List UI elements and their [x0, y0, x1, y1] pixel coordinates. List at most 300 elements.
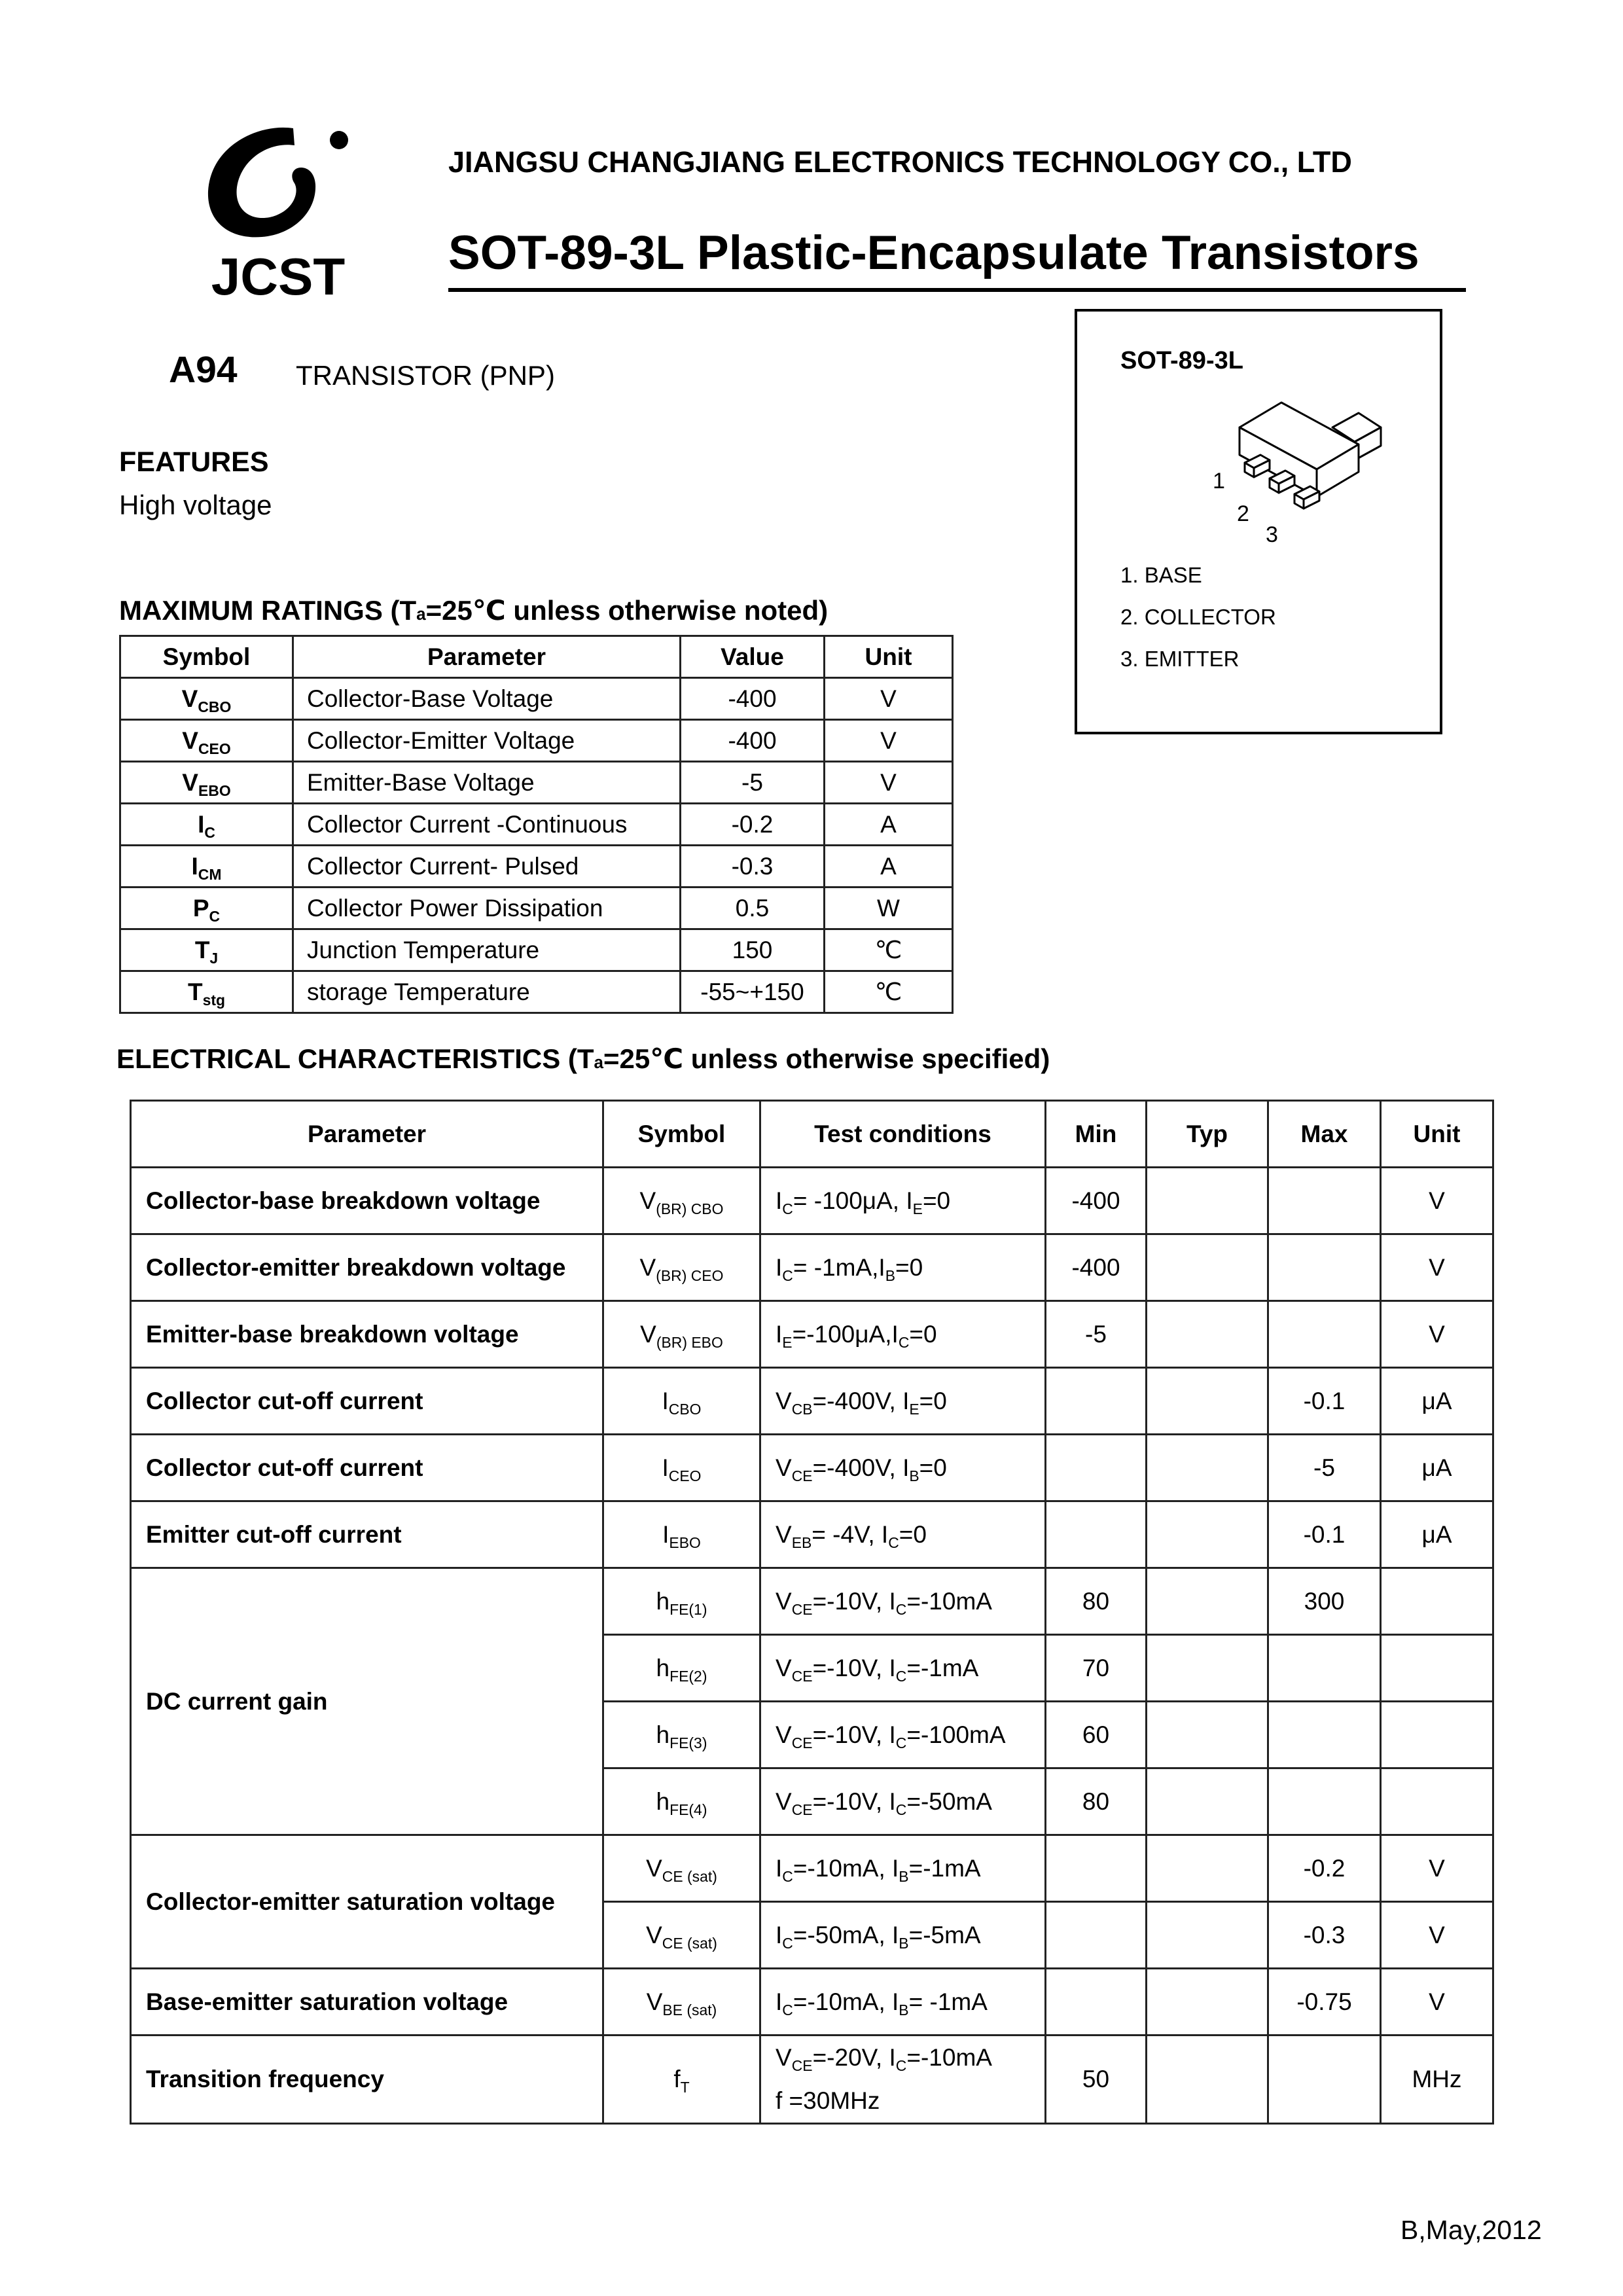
symbol-cell [603, 1234, 760, 1301]
unit-cell [1381, 1568, 1493, 1635]
revision-date: B,May,2012 [1400, 2215, 1542, 2245]
parameter-cell: Junction Temperature [293, 929, 681, 971]
condition-text: =-10mA [906, 2044, 992, 2071]
symbol-text: h [656, 1654, 670, 1681]
table-row [131, 1368, 1493, 1435]
table-row [131, 1835, 1493, 1902]
min-cell [1046, 1835, 1147, 1902]
condition-text: V [776, 1787, 792, 1815]
condition-subscript: E [909, 1400, 919, 1418]
max-cell [1268, 1635, 1381, 1702]
condition-subscript: C [782, 1266, 793, 1284]
condition-text: =-10mA [906, 1587, 992, 1615]
symbol-text: I [191, 852, 198, 880]
symbol-subscript: CEO [668, 1467, 702, 1484]
max-cell: -0.2 [1268, 1835, 1381, 1902]
unit-cell: ℃ [825, 929, 953, 971]
symbol-subscript: CM [198, 865, 222, 883]
symbol-subscript: C [204, 823, 215, 841]
test-condition-cell [760, 1301, 1046, 1368]
condition-text: I [776, 1253, 783, 1281]
unit-cell: V [1381, 1234, 1493, 1301]
features-item: High voltage [119, 490, 272, 520]
condition-subscript: CB [791, 1400, 813, 1418]
unit-cell: V [825, 720, 953, 762]
symbol-text: I [198, 810, 205, 838]
condition-text: I [776, 1320, 783, 1348]
symbol-text: h [656, 1721, 670, 1748]
table-row [131, 1568, 1493, 1635]
condition-text: =-10V, I [812, 1587, 896, 1615]
test-condition-cell [760, 1501, 1046, 1568]
condition-text: V [776, 1654, 792, 1681]
electrical-heading-post: =25℃ unless otherwise specified) [603, 1043, 1050, 1074]
pin-1-number: 1 [1213, 469, 1225, 493]
symbol-cell [603, 1835, 760, 1902]
symbol-text: T [194, 936, 210, 963]
condition-text: = -1mA [908, 1988, 988, 2015]
min-cell: -400 [1046, 1168, 1147, 1234]
condition-line-2: f =30MHz [776, 2087, 880, 2114]
condition-subscript: CE [791, 1600, 813, 1618]
symbol-text: V [639, 1187, 656, 1214]
condition-line [776, 1580, 1044, 1623]
typ-cell [1147, 1234, 1268, 1301]
min-cell [1046, 1368, 1147, 1435]
condition-text: =0 [899, 1520, 927, 1548]
condition-line [776, 1446, 1044, 1490]
symbol-cell [120, 678, 293, 720]
condition-subscript: CE [791, 1734, 813, 1751]
symbol-cell [603, 1501, 760, 1568]
unit-cell: V [1381, 1969, 1493, 2036]
condition-text: I [776, 1854, 783, 1882]
symbol-cell [120, 929, 293, 971]
unit-cell: V [825, 762, 953, 804]
table-row [120, 720, 953, 762]
condition-line [776, 1513, 1044, 1556]
min-cell [1046, 1902, 1147, 1969]
min-cell [1046, 1501, 1147, 1568]
symbol-text: I [662, 1387, 669, 1414]
condition-subscript: CE [791, 1667, 813, 1685]
max-ratings-heading-pre: MAXIMUM RATINGS (T [119, 595, 417, 626]
max-cell: -0.1 [1268, 1368, 1381, 1435]
test-condition-cell [760, 1168, 1046, 1234]
condition-text: =-1mA [908, 1854, 981, 1882]
min-cell: 70 [1046, 1635, 1147, 1702]
typ-cell [1147, 1902, 1268, 1969]
table-row [120, 804, 953, 846]
unit-cell: V [1381, 1902, 1493, 1969]
jcst-logo [196, 119, 360, 302]
electrical-heading-sub: a [594, 1052, 604, 1072]
unit-cell: V [825, 678, 953, 720]
symbol-cell [120, 888, 293, 929]
symbol-subscript: (BR) CEO [656, 1266, 724, 1284]
value-cell: 0.5 [681, 888, 825, 929]
symbol-text: V [182, 768, 198, 796]
unit-cell: V [1381, 1168, 1493, 1234]
max-cell: -0.3 [1268, 1902, 1381, 1969]
test-condition-cell [760, 1234, 1046, 1301]
condition-subscript: B [885, 1266, 896, 1284]
condition-text: =-100μA,I [792, 1320, 899, 1348]
symbol-cell [120, 846, 293, 888]
condition-line [776, 1981, 1044, 2024]
max-cell: -0.75 [1268, 1969, 1381, 2036]
table-row [120, 971, 953, 1013]
elec-header-max: Max [1268, 1101, 1381, 1168]
condition-text: = -1mA,I [793, 1253, 885, 1281]
typ-cell [1147, 1368, 1268, 1435]
symbol-text: I [662, 1520, 669, 1548]
test-condition-cell [760, 1969, 1046, 2036]
unit-cell: μA [1381, 1501, 1493, 1568]
condition-line [776, 1780, 1044, 1823]
pin-3-number: 3 [1266, 522, 1278, 547]
max-cell: -5 [1268, 1435, 1381, 1501]
value-cell: -55~+150 [681, 971, 825, 1013]
typ-cell [1147, 1768, 1268, 1835]
condition-text: =-1mA [906, 1654, 979, 1681]
condition-line [776, 1179, 1044, 1223]
part-type: TRANSISTOR (PNP) [296, 360, 555, 391]
condition-line [776, 1713, 1044, 1757]
max-ratings-heading-sub: a [416, 604, 426, 624]
min-cell: -400 [1046, 1234, 1147, 1301]
min-cell: 50 [1046, 2036, 1147, 2124]
condition-subscript: C [895, 1734, 907, 1751]
max-cell [1268, 1168, 1381, 1234]
table-row [120, 678, 953, 720]
electrical-header-row [131, 1101, 1493, 1168]
symbol-cell [603, 1768, 760, 1835]
unit-cell: μA [1381, 1368, 1493, 1435]
max-ratings-header-row [120, 636, 953, 678]
logo-text: JCST [211, 247, 346, 302]
package-title: SOT-89-3L [1120, 347, 1243, 374]
condition-text: = -100μA, I [793, 1187, 913, 1214]
symbol-cell [603, 1969, 760, 2036]
elec-header-unit: Unit [1381, 1101, 1493, 1168]
condition-line [776, 1313, 1044, 1356]
typ-cell [1147, 1635, 1268, 1702]
symbol-cell [603, 1568, 760, 1635]
symbol-subscript: FE(3) [669, 1734, 707, 1751]
pin-3-label: 3. EMITTER [1120, 647, 1240, 671]
features-heading: FEATURES [119, 446, 269, 478]
symbol-subscript: BE (sat) [662, 2001, 717, 2018]
min-cell: 80 [1046, 1568, 1147, 1635]
condition-subscript: B [899, 1934, 909, 1952]
condition-text: =-20V, I [812, 2044, 896, 2071]
min-cell [1046, 1435, 1147, 1501]
elec-header-test-conditions: Test conditions [760, 1101, 1046, 1168]
condition-text: =-10V, I [812, 1654, 896, 1681]
condition-text: V [776, 1454, 792, 1481]
typ-cell [1147, 1702, 1268, 1768]
symbol-subscript: EBO [669, 1534, 701, 1551]
table-row [131, 1435, 1493, 1501]
condition-text: V [776, 1587, 792, 1615]
condition-text: =0 [895, 1253, 923, 1281]
unit-cell [1381, 1768, 1493, 1835]
table-row [131, 1969, 1493, 2036]
value-cell: -400 [681, 678, 825, 720]
unit-cell: MHz [1381, 2036, 1493, 2124]
condition-text: =-100mA [906, 1721, 1006, 1748]
condition-subscript: C [782, 2001, 793, 2018]
symbol-cell [120, 971, 293, 1013]
max-header-value: Value [681, 636, 825, 678]
parameter-cell: Emitter-Base Voltage [293, 762, 681, 804]
parameter-cell: storage Temperature [293, 971, 681, 1013]
parameter-cell: Collector-Base Voltage [293, 678, 681, 720]
condition-text: V [776, 1387, 792, 1414]
condition-text: I [776, 1921, 783, 1948]
symbol-text: V [646, 1988, 663, 2015]
table-row [131, 1501, 1493, 1568]
document-title: SOT-89-3L Plastic-Encapsulate Transistors [448, 226, 1419, 279]
parameter-cell: Emitter-base breakdown voltage [131, 1301, 603, 1368]
condition-text: =0 [909, 1320, 937, 1348]
unit-cell: A [825, 804, 953, 846]
condition-subscript: C [895, 2057, 907, 2075]
unit-cell: A [825, 846, 953, 888]
parameter-cell: Emitter cut-off current [131, 1501, 603, 1568]
parameter-cell: Collector Current- Pulsed [293, 846, 681, 888]
symbol-cell [603, 1301, 760, 1368]
condition-subscript: C [888, 1534, 899, 1551]
max-cell: -0.1 [1268, 1501, 1381, 1568]
symbol-subscript: (BR) CBO [656, 1200, 724, 1217]
symbol-cell [603, 1635, 760, 1702]
symbol-text: V [646, 1854, 662, 1882]
condition-text: =-10V, I [812, 1787, 896, 1815]
symbol-cell [120, 762, 293, 804]
symbol-cell [603, 1168, 760, 1234]
table-row [120, 888, 953, 929]
min-cell: 60 [1046, 1702, 1147, 1768]
symbol-cell [120, 804, 293, 846]
condition-text: =-400V, I [812, 1454, 910, 1481]
condition-text: V [776, 2044, 792, 2071]
condition-text: =0 [919, 1454, 947, 1481]
typ-cell [1147, 1301, 1268, 1368]
parameter-cell: DC current gain [131, 1568, 603, 1835]
symbol-cell [603, 1368, 760, 1435]
min-cell [1046, 1969, 1147, 2036]
min-cell: -5 [1046, 1301, 1147, 1368]
condition-text: =-10mA, I [793, 1854, 899, 1882]
unit-cell: ℃ [825, 971, 953, 1013]
symbol-text: V [182, 726, 198, 754]
elec-header-typ: Typ [1147, 1101, 1268, 1168]
condition-text: =-400V, I [812, 1387, 910, 1414]
condition-text: =0 [922, 1187, 951, 1214]
table-row [131, 1168, 1493, 1234]
table-row [120, 929, 953, 971]
symbol-subscript: stg [202, 991, 225, 1009]
condition-subscript: C [895, 1600, 907, 1618]
condition-subscript: C [782, 1200, 793, 1217]
condition-line [776, 1246, 1044, 1289]
table-row [131, 1234, 1493, 1301]
symbol-text: f [673, 2066, 681, 2092]
condition-subscript: CE [791, 1467, 813, 1484]
symbol-subscript: CEO [198, 740, 231, 757]
symbol-subscript: EBO [198, 781, 231, 799]
condition-text: =-10mA, I [793, 1988, 899, 2015]
symbol-subscript: (BR) EBO [656, 1333, 723, 1351]
pin-1-label: 1. BASE [1120, 563, 1202, 587]
unit-cell: V [1381, 1835, 1493, 1902]
typ-cell [1147, 1568, 1268, 1635]
test-condition-cell [760, 1902, 1046, 1969]
condition-subscript: C [782, 1934, 793, 1952]
condition-subscript: B [899, 1867, 909, 1885]
value-cell: -0.2 [681, 804, 825, 846]
elec-header-min: Min [1046, 1101, 1147, 1168]
test-condition-cell [760, 1835, 1046, 1902]
test-condition-cell [760, 1635, 1046, 1702]
condition-subscript: B [909, 1467, 919, 1484]
max-ratings-heading-post: =25℃ unless otherwise noted) [425, 595, 829, 626]
electrical-heading [116, 1043, 1050, 1075]
value-cell: -5 [681, 762, 825, 804]
symbol-subscript: J [209, 949, 219, 967]
symbol-subscript: FE(1) [669, 1600, 707, 1618]
condition-subscript: CE [791, 1801, 813, 1818]
max-cell [1268, 1234, 1381, 1301]
sot89-package-drawing [1204, 389, 1414, 560]
unit-cell [1381, 1702, 1493, 1768]
condition-subscript: C [782, 1867, 793, 1885]
max-cell [1268, 1702, 1381, 1768]
condition-line [776, 1380, 1044, 1423]
condition-text: =-50mA [906, 1787, 992, 1815]
elec-header-parameter: Parameter [131, 1101, 603, 1168]
symbol-text: h [656, 1587, 670, 1615]
condition-text: = -4V, I [812, 1520, 889, 1548]
parameter-cell: Collector Power Dissipation [293, 888, 681, 929]
unit-cell [1381, 1635, 1493, 1702]
parameter-cell: Transition frequency [131, 2036, 603, 2124]
max-ratings-table [119, 635, 954, 1014]
condition-subscript: EB [791, 1534, 812, 1551]
condition-subscript: C [895, 1801, 907, 1818]
max-header-parameter: Parameter [293, 636, 681, 678]
typ-cell [1147, 1435, 1268, 1501]
symbol-cell [603, 2036, 760, 2124]
condition-line [776, 1847, 1044, 1890]
symbol-subscript: FE(4) [669, 1801, 707, 1818]
typ-cell [1147, 2036, 1268, 2124]
condition-text: V [776, 1721, 792, 1748]
max-cell [1268, 2036, 1381, 2124]
parameter-cell: Collector cut-off current [131, 1368, 603, 1435]
test-condition-cell [760, 1568, 1046, 1635]
condition-text: =-50mA, I [793, 1921, 899, 1948]
value-cell: -400 [681, 720, 825, 762]
symbol-text: V [646, 1921, 662, 1948]
table-row [120, 762, 953, 804]
electrical-characteristics-table [130, 1100, 1494, 2125]
parameter-cell: Collector cut-off current [131, 1435, 603, 1501]
max-header-symbol: Symbol [120, 636, 293, 678]
condition-text: =-10V, I [812, 1721, 896, 1748]
symbol-subscript: T [680, 2079, 690, 2096]
max-cell [1268, 1768, 1381, 1835]
unit-cell: μA [1381, 1435, 1493, 1501]
typ-cell [1147, 1168, 1268, 1234]
table-row [120, 846, 953, 888]
elec-header-symbol: Symbol [603, 1101, 760, 1168]
table-row [131, 2036, 1493, 2124]
unit-cell: V [1381, 1301, 1493, 1368]
parameter-cell: Collector-emitter saturation voltage [131, 1835, 603, 1969]
condition-subscript: C [898, 1333, 910, 1351]
condition-text: V [776, 1520, 792, 1548]
company-name: JIANGSU CHANGJIANG ELECTRONICS TECHNOLOGY CO., LTD [448, 145, 1352, 179]
max-cell [1268, 1301, 1381, 1368]
parameter-cell: Base-emitter saturation voltage [131, 1969, 603, 2036]
symbol-subscript: C [209, 907, 221, 925]
max-ratings-heading [119, 594, 828, 626]
pin-2-number: 2 [1237, 501, 1249, 526]
typ-cell [1147, 1969, 1268, 2036]
symbol-subscript: CE (sat) [662, 1867, 717, 1885]
symbol-text: V [181, 685, 198, 712]
part-number: A94 [169, 349, 238, 391]
parameter-cell: Collector-Emitter Voltage [293, 720, 681, 762]
test-condition-cell [760, 1435, 1046, 1501]
max-header-unit: Unit [825, 636, 953, 678]
symbol-cell [120, 720, 293, 762]
electrical-heading-pre: ELECTRICAL CHARACTERISTICS (T [116, 1043, 594, 1074]
symbol-text: P [192, 894, 209, 922]
test-condition-cell [760, 1702, 1046, 1768]
value-cell: -0.3 [681, 846, 825, 888]
symbol-text: h [656, 1787, 670, 1815]
condition-subscript: E [782, 1333, 793, 1351]
symbol-text: V [640, 1320, 656, 1348]
condition-subscript: E [912, 1200, 923, 1217]
max-cell: 300 [1268, 1568, 1381, 1635]
symbol-subscript: CBO [198, 698, 232, 715]
test-condition-cell [760, 1768, 1046, 1835]
symbol-subscript: CBO [668, 1400, 702, 1418]
symbol-text: T [187, 978, 203, 1005]
title-underline [448, 288, 1466, 292]
unit-cell: W [825, 888, 953, 929]
condition-line [776, 1914, 1044, 1957]
value-cell: 150 [681, 929, 825, 971]
condition-text: =0 [919, 1387, 947, 1414]
symbol-subscript: CE (sat) [662, 1934, 717, 1952]
condition-line [776, 2036, 1044, 2079]
typ-cell [1147, 1835, 1268, 1902]
test-condition-cell [760, 1368, 1046, 1435]
condition-subscript: CE [791, 2057, 813, 2075]
condition-text: =-5mA [908, 1921, 981, 1948]
symbol-subscript: FE(2) [669, 1667, 707, 1685]
symbol-cell [603, 1435, 760, 1501]
parameter-cell: Collector-base breakdown voltage [131, 1168, 603, 1234]
condition-text: I [776, 1187, 783, 1214]
parameter-cell: Collector Current -Continuous [293, 804, 681, 846]
